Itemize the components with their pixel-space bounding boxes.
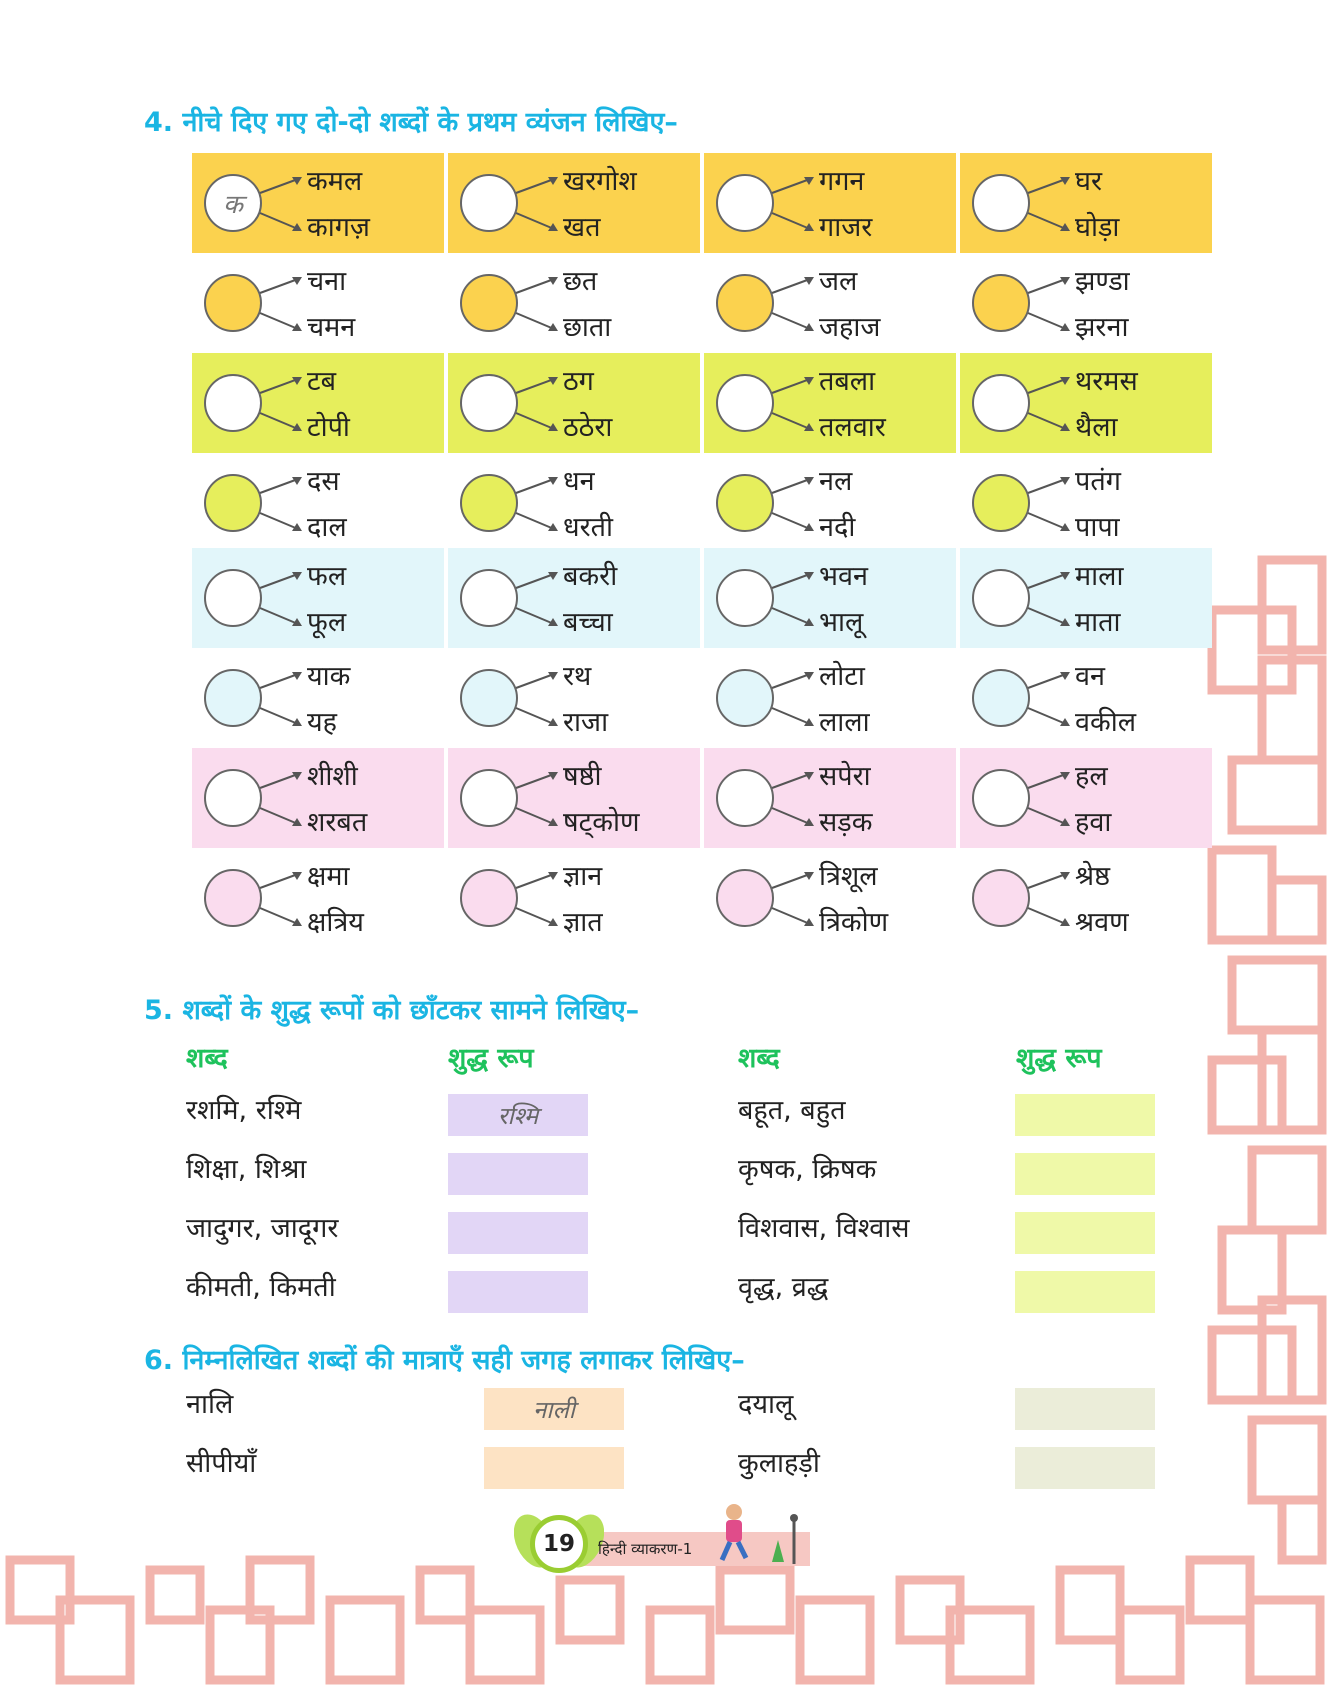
word-top: बकरी (563, 561, 618, 592)
consonant-cell (448, 748, 700, 848)
word-bottom: हवा (1075, 807, 1112, 838)
consonant-row (192, 648, 1212, 748)
word-bottom: षट्कोण (563, 807, 640, 838)
word-pair: बहूत, बहुत (738, 1095, 846, 1126)
consonant-cell (704, 548, 956, 648)
answer-circle[interactable] (460, 869, 518, 927)
answer-circle[interactable] (716, 569, 774, 627)
consonant-cell (960, 548, 1212, 648)
answer-circle[interactable] (716, 669, 774, 727)
consonant-cell (960, 153, 1212, 253)
answer-box[interactable] (448, 1153, 588, 1195)
consonant-cell (192, 648, 444, 748)
word-bottom: श्रवण (1075, 907, 1129, 938)
word-top: भवन (819, 561, 868, 592)
word-top: पतंग (1075, 466, 1121, 497)
question-5-heading: 5. शब्दों के शुद्ध रूपों को छाँटकर सामने लिखिए– (144, 995, 640, 1026)
answer-circle[interactable] (204, 669, 262, 727)
word-bottom: यह (307, 707, 337, 738)
word-top: याक (307, 661, 351, 692)
word-top: धन (563, 466, 595, 497)
word: सीपीयाँ (186, 1448, 257, 1479)
word-pair: रशमि, रश्मि (186, 1095, 302, 1126)
answer-box[interactable] (484, 1447, 624, 1489)
book-title: हिन्दी व्याकरण-1 (598, 1540, 693, 1558)
answer-box[interactable] (1015, 1153, 1155, 1195)
word-bottom: फूल (307, 607, 347, 638)
word-bottom: माता (1075, 607, 1121, 638)
word-top: श्रेष्ठ (1075, 861, 1111, 892)
consonant-cell (704, 848, 956, 948)
word-bottom: पापा (1075, 512, 1120, 543)
word: नालि (186, 1389, 234, 1420)
word-top: घर (1075, 166, 1102, 197)
answer-circle[interactable] (460, 174, 518, 232)
word-top: ठग (563, 366, 594, 397)
word-pair: वृद्ध, व्रद्ध (738, 1272, 829, 1303)
answer-circle[interactable] (204, 869, 262, 927)
answer-circle[interactable] (972, 474, 1030, 532)
word-top: कमल (307, 166, 363, 197)
word-pair: जादुगर, जादूगर (186, 1213, 339, 1244)
word-top: फल (307, 561, 347, 592)
question-6-heading: 6. निम्नलिखित शब्दों की मात्राएँ सही जगह लगाकर लिखिए– (144, 1345, 745, 1376)
consonant-cell (448, 648, 700, 748)
word-top: गगन (819, 166, 865, 197)
consonant-cell (960, 353, 1212, 453)
word-pair: शिक्षा, शिश्रा (186, 1154, 307, 1185)
consonant-cell (704, 353, 956, 453)
word-top: लोटा (819, 661, 865, 692)
consonant-row (192, 453, 1212, 553)
word-bottom: झरना (1075, 312, 1129, 343)
word-top: जल (819, 266, 858, 297)
consonant-row (192, 848, 1212, 948)
word-bottom: टोपी (307, 412, 350, 443)
answer-circle[interactable] (204, 274, 262, 332)
consonant-row (192, 153, 1212, 253)
word-bottom: घोड़ा (1075, 212, 1120, 243)
consonant-cell (448, 453, 700, 553)
answer-circle[interactable] (204, 374, 262, 432)
page-number: 19 (530, 1515, 588, 1573)
answer-box[interactable]: नाली (484, 1388, 624, 1430)
answer-circle[interactable] (460, 374, 518, 432)
word-top: टब (307, 366, 337, 397)
word-bottom: बच्चा (563, 607, 613, 638)
word-top: क्षमा (307, 861, 350, 892)
consonant-cell (704, 153, 956, 253)
word-bottom: भालू (819, 607, 864, 638)
answer-circle[interactable] (460, 569, 518, 627)
word-bottom: तलवार (819, 412, 886, 443)
word-top: दस (307, 466, 340, 497)
answer-circle[interactable] (972, 274, 1030, 332)
skating-boy-icon (712, 1500, 802, 1570)
answer-box[interactable] (1015, 1388, 1155, 1430)
word-top: थरमस (1075, 366, 1138, 397)
answer-circle[interactable]: क (204, 174, 262, 232)
word-bottom: कागज़ (307, 212, 370, 243)
word-top: नल (819, 466, 853, 497)
consonant-cell (192, 153, 444, 253)
answer-circle[interactable] (204, 769, 262, 827)
consonant-cell (192, 848, 444, 948)
word-bottom: नदी (819, 512, 856, 543)
word-top: रथ (563, 661, 592, 692)
word-top: छत (563, 266, 598, 297)
consonant-cell (960, 648, 1212, 748)
column-header-correct-right: शुद्ध रूप (1016, 1043, 1102, 1074)
word-top: तबला (819, 366, 876, 397)
word-bottom: ज्ञात (563, 907, 603, 938)
answer-circle[interactable] (716, 474, 774, 532)
answer-circle[interactable] (204, 569, 262, 627)
answer-circle[interactable] (460, 274, 518, 332)
word-bottom: थैला (1075, 412, 1118, 443)
consonant-row (192, 353, 1212, 453)
answer-box[interactable]: रश्मि (448, 1094, 588, 1136)
word-bottom: वकील (1075, 707, 1137, 738)
answer-circle[interactable] (716, 869, 774, 927)
consonant-cell (192, 453, 444, 553)
word-bottom: सड़क (819, 807, 873, 838)
word-bottom: जहाज (819, 312, 881, 343)
consonant-row (192, 748, 1212, 848)
word-bottom: लाला (819, 707, 870, 738)
word-bottom: ठठेरा (563, 412, 613, 443)
word-bottom: त्रिकोण (819, 907, 889, 938)
answer-box[interactable] (448, 1212, 588, 1254)
consonant-cell (704, 453, 956, 553)
consonant-cell (448, 848, 700, 948)
answer-box[interactable] (1015, 1271, 1155, 1313)
answer-circle[interactable] (716, 374, 774, 432)
consonant-cell (960, 848, 1212, 948)
consonant-cell (704, 648, 956, 748)
answer-circle[interactable] (972, 374, 1030, 432)
consonant-cell (448, 353, 700, 453)
question-4-heading: 4. नीचे दिए गए दो-दो शब्दों के प्रथम व्यंजन लिखिए– (144, 107, 678, 138)
word-pair: कीमती, किमती (186, 1272, 336, 1303)
answer-circle[interactable] (972, 569, 1030, 627)
consonant-cell (704, 748, 956, 848)
consonant-cell (192, 548, 444, 648)
consonant-cell (448, 153, 700, 253)
answer-box[interactable] (1015, 1212, 1155, 1254)
word-bottom: दाल (307, 512, 347, 543)
word-bottom: धरती (563, 512, 614, 543)
word-bottom: क्षत्रिय (307, 907, 364, 938)
word-top: वन (1075, 661, 1105, 692)
answer-circle[interactable] (972, 174, 1030, 232)
word-top: षष्ठी (563, 761, 602, 792)
consonant-row (192, 253, 1212, 353)
word-bottom: गाजर (819, 212, 873, 243)
word-bottom: चमन (307, 312, 356, 343)
answer-circle[interactable] (972, 669, 1030, 727)
consonant-cell (192, 253, 444, 353)
column-header-word-right: शब्द (738, 1043, 780, 1074)
answer-circle[interactable] (204, 474, 262, 532)
word-top: सपेरा (819, 761, 871, 792)
consonant-cell (192, 748, 444, 848)
consonant-cell (192, 353, 444, 453)
word-bottom: शरबत (307, 807, 368, 838)
answer-circle[interactable] (460, 474, 518, 532)
answer-circle[interactable] (972, 769, 1030, 827)
word-top: झण्डा (1075, 266, 1130, 297)
word-top: हल (1075, 761, 1108, 792)
answer-box[interactable] (1015, 1094, 1155, 1136)
answer-box[interactable] (1015, 1447, 1155, 1489)
column-header-word-left: शब्द (186, 1043, 228, 1074)
word-top: शीशी (307, 761, 358, 792)
word-pair: विशवास, विश्वास (738, 1213, 910, 1244)
word-pair: कृषक, क्रिषक (738, 1154, 877, 1185)
consonant-cell (960, 748, 1212, 848)
word: कुलाहड़ी (738, 1448, 820, 1479)
answer-circle[interactable] (716, 174, 774, 232)
consonant-cell (960, 253, 1212, 353)
word-top: चना (307, 266, 347, 297)
answer-circle[interactable] (972, 869, 1030, 927)
consonant-row (192, 548, 1212, 648)
answer-circle[interactable] (460, 769, 518, 827)
word-bottom: खत (563, 212, 601, 243)
consonant-cell (704, 253, 956, 353)
consonant-cell (448, 253, 700, 353)
word-top: माला (1075, 561, 1124, 592)
answer-circle[interactable] (460, 669, 518, 727)
consonant-cell (448, 548, 700, 648)
word-bottom: राजा (563, 707, 609, 738)
consonant-cell (960, 453, 1212, 553)
column-header-correct-left: शुद्ध रूप (448, 1043, 534, 1074)
word-bottom: छाता (563, 312, 612, 343)
word: दयालू (738, 1389, 794, 1420)
word-top: ज्ञान (563, 861, 603, 892)
word-top: खरगोश (563, 166, 637, 197)
answer-box[interactable] (448, 1271, 588, 1313)
answer-circle[interactable] (716, 769, 774, 827)
answer-circle[interactable] (716, 274, 774, 332)
word-top: त्रिशूल (819, 861, 878, 892)
